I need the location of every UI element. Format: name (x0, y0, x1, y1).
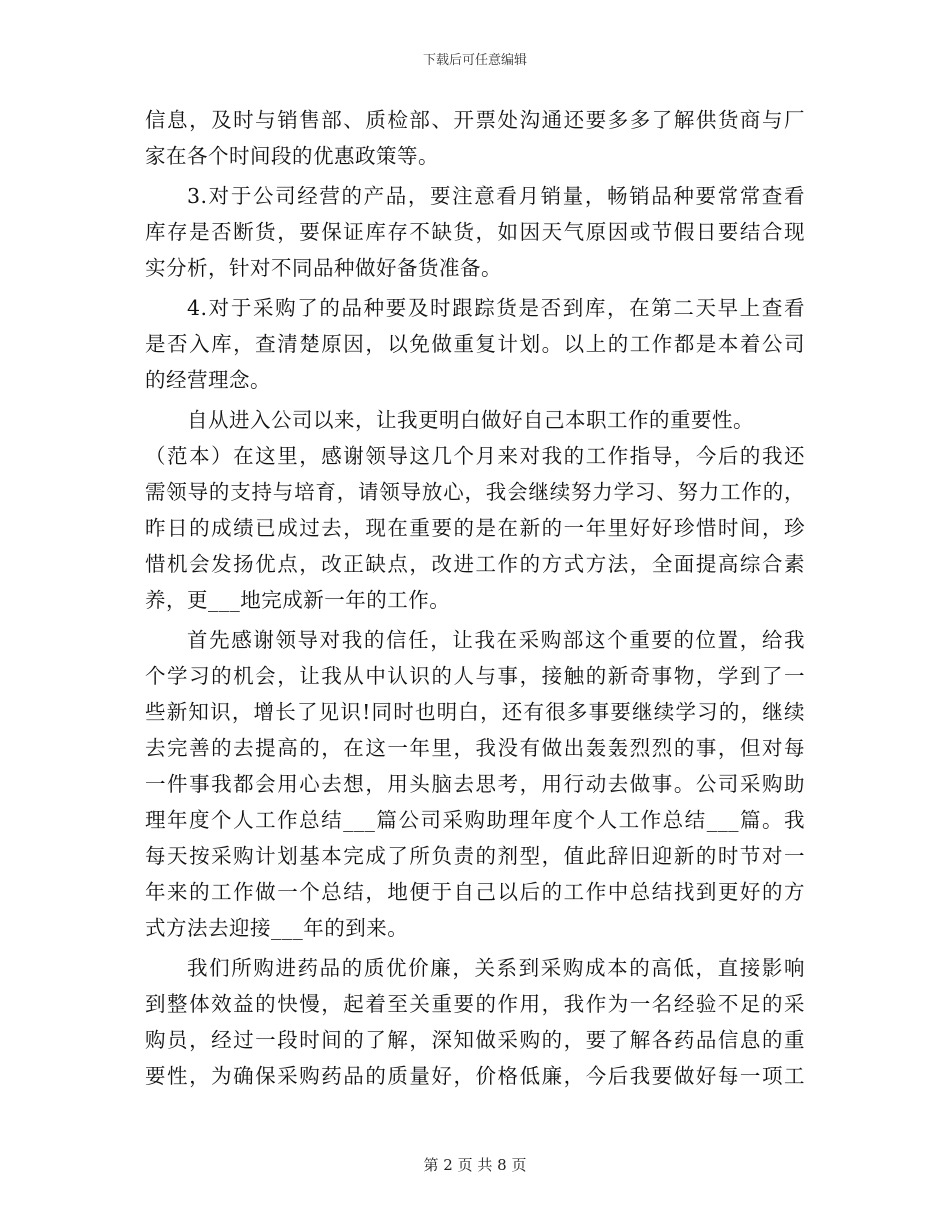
text-line: 库存是否断货，要保证库存不缺货，如因天气原因或节假日要结合现 (145, 220, 805, 244)
text-line: 要性，为确保采购药品的质量好，价格低廉，今后我要做好每一项工 (145, 1064, 805, 1088)
paragraph (145, 178, 805, 286)
text-line: 年来的工作做一个总结，地便于自己以后的工作中总结找到更好的方 (145, 880, 805, 904)
text-line: 是否入库，查清楚原因，以免做重复计划。以上的工作都是本着公司 (145, 332, 805, 356)
page-header: 下载后可任意编辑 (422, 53, 527, 68)
text-line: （范本）在这里，感谢领导这几个月来对我的工作指导，今后的我还 (145, 444, 805, 468)
text-line: 些新知识，增长了见识!同时也明白，还有很多事要继续学习的，继续 (145, 700, 805, 724)
paragraph (145, 622, 805, 946)
text-line: 3.对于公司经营的产品，要注意看月销量，畅销品种要常常查看 (187, 184, 805, 208)
text-line: 式方法去迎接___年的到来。 (145, 916, 409, 940)
text-line: 家在各个时间段的优惠政策等。 (145, 144, 439, 168)
text-line: 理年度个人工作总结___篇公司采购助理年度个人工作总结___篇。我 (145, 808, 805, 832)
text-line: 需领导的支持与培育，请领导放心，我会继续努力学习、努力工作的， (145, 480, 805, 504)
text-line: 自从进入公司以来，让我更明白做好自己本职工作的重要性。 (187, 408, 754, 432)
paragraph (145, 402, 805, 618)
text-line: 惜机会发扬优点，改正缺点，改进工作的方式方法，全面提高综合素 (145, 552, 805, 576)
text-line: 购员，经过一段时间的了解，深知做采购的，要了解各药品信息的重 (145, 1028, 805, 1052)
text-line: 信息，及时与销售部、质检部、开票处沟通还要多多了解供货商与厂 (145, 108, 805, 132)
paragraph (145, 950, 805, 1094)
paragraph (145, 102, 805, 174)
text-line: 4.对于采购了的品种要及时跟踪货是否到库，在第二天早上查看 (187, 296, 805, 320)
text-line: 个学习的机会，让我从中认识的人与事，接触的新奇事物，学到了一 (145, 664, 805, 688)
document-body (145, 102, 805, 1094)
text-line: 到整体效益的快慢，起着至关重要的作用，我作为一名经验不足的采 (145, 992, 805, 1016)
text-line: 去完善的去提高的，在这一年里，我没有做出轰轰烈烈的事，但对每 (145, 736, 805, 760)
page-number: 第 2 页 共 8 页 (423, 1156, 527, 1174)
text-line: 实分析，针对不同品种做好备货准备。 (145, 256, 502, 280)
paragraph (145, 290, 805, 398)
text-line: 的经营理念。 (145, 368, 271, 392)
text-line: 我们所购进药品的质优价廉，关系到采购成本的高低，直接影响 (187, 956, 805, 980)
text-line: 每天按采购计划基本完成了所负责的剂型，值此辞旧迎新的时节对一 (145, 844, 805, 868)
text-line: 首先感谢领导对我的信任，让我在采购部这个重要的位置，给我 (187, 628, 805, 652)
text-line: 养，更___地完成新一年的工作。 (145, 588, 451, 612)
text-line: 一件事我都会用心去想，用头脑去思考，用行动去做事。公司采购助 (145, 772, 805, 796)
text-line: 昨日的成绩已成过去，现在重要的是在新的一年里好好珍惜时间，珍 (145, 516, 805, 540)
